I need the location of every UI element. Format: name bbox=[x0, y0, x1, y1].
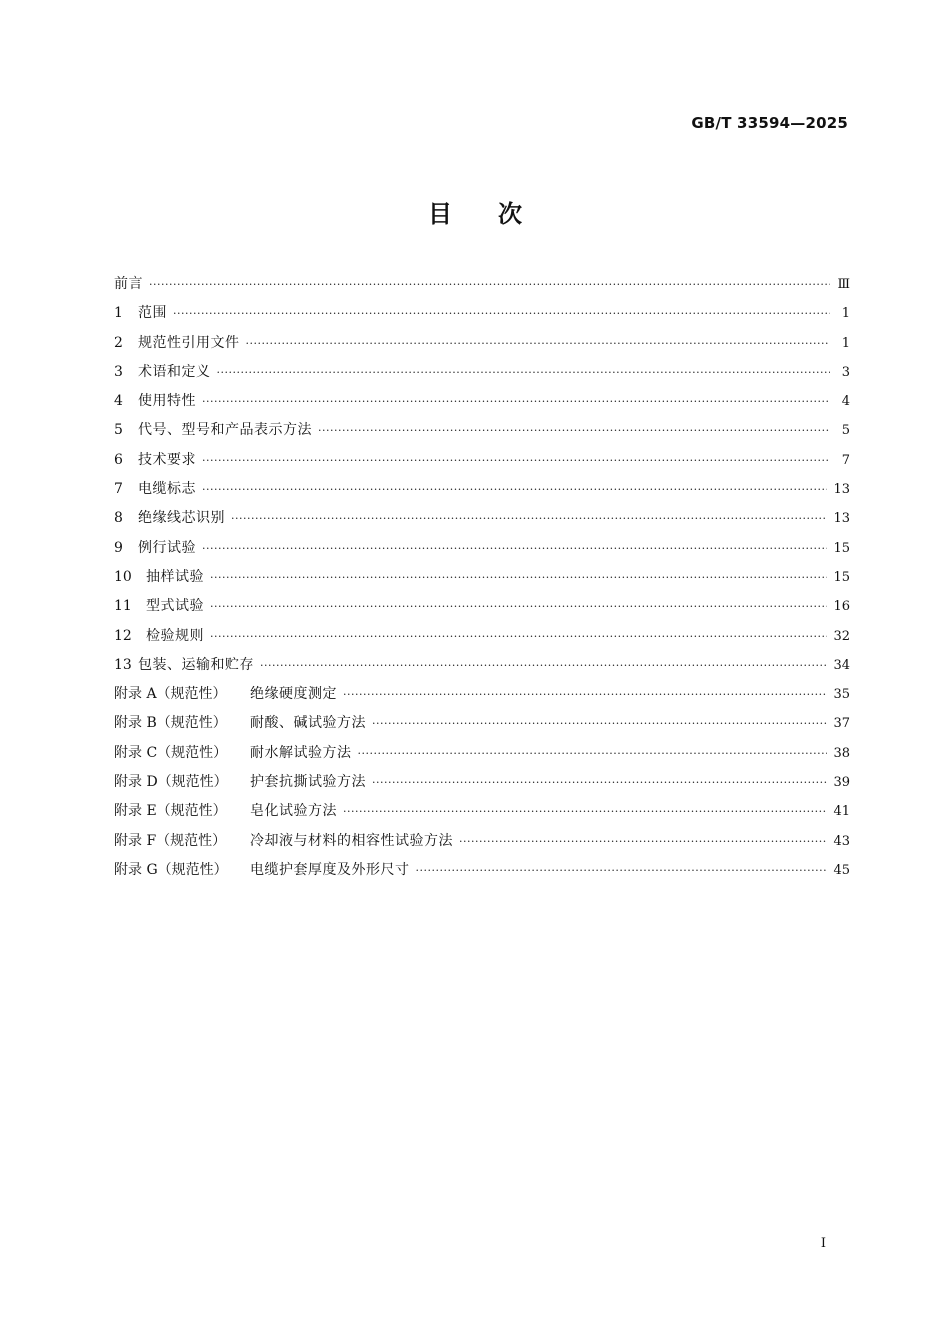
toc-entry-2[interactable] bbox=[114, 329, 850, 358]
toc-entry-title: 绝缘硬度测定 bbox=[250, 686, 337, 703]
toc-entry-number: 13 bbox=[114, 656, 132, 673]
dot-leader bbox=[343, 680, 827, 709]
toc-entry-preface[interactable] bbox=[114, 270, 850, 299]
dot-leader bbox=[210, 622, 827, 651]
toc-entry-7[interactable] bbox=[114, 475, 850, 504]
toc-entry-number: 10 bbox=[114, 568, 132, 585]
dot-leader bbox=[343, 797, 827, 826]
toc-entry-number: 5 bbox=[114, 422, 123, 439]
toc-entry-11[interactable] bbox=[114, 592, 850, 621]
toc-entry-10[interactable] bbox=[114, 563, 850, 592]
toc-entry-annex-f[interactable] bbox=[114, 827, 850, 856]
toc-entry-annex-a[interactable] bbox=[114, 680, 850, 709]
toc-entry-13[interactable] bbox=[114, 651, 850, 680]
toc-page-number: 7 bbox=[841, 452, 850, 468]
toc-entry-title: 型式试验 bbox=[146, 598, 204, 615]
toc-page-number: 41 bbox=[833, 804, 850, 820]
toc-entry-3[interactable] bbox=[114, 358, 850, 387]
toc-page-number: 45 bbox=[833, 862, 850, 878]
toc-page-number: 13 bbox=[833, 511, 850, 527]
dot-leader bbox=[202, 446, 830, 475]
toc-page-number: 1 bbox=[841, 335, 850, 351]
dot-leader bbox=[149, 270, 830, 299]
toc-page-number: 15 bbox=[833, 540, 850, 556]
toc-page-number: 15 bbox=[833, 569, 850, 585]
dot-leader bbox=[202, 387, 830, 416]
toc-entry-number: 9 bbox=[114, 539, 123, 556]
toc-entry-number: 3 bbox=[114, 363, 123, 380]
toc-page-number: 3 bbox=[841, 364, 850, 380]
toc-entry-title: 前言 bbox=[114, 276, 143, 292]
standard-number: GB/T 33594—2025 bbox=[691, 114, 848, 132]
toc-page-number: 39 bbox=[833, 775, 850, 791]
toc-entry-12[interactable] bbox=[114, 622, 850, 651]
toc-entry-number: 7 bbox=[114, 481, 123, 498]
dot-leader bbox=[202, 475, 827, 504]
toc-page-number: 13 bbox=[833, 482, 850, 498]
toc-entry-title: 代号、型号和产品表示方法 bbox=[138, 422, 312, 439]
toc-entry-title: 电缆标志 bbox=[138, 481, 196, 498]
toc-entry-title: 技术要求 bbox=[138, 451, 196, 468]
dot-leader bbox=[358, 739, 828, 768]
toc-entry-4[interactable] bbox=[114, 387, 850, 416]
dot-leader bbox=[416, 856, 828, 885]
toc-page-number: 1 bbox=[841, 306, 850, 322]
toc-annex-label: 附录 A（规范性） bbox=[114, 686, 227, 703]
toc-entry-title: 耐酸、碱试验方法 bbox=[250, 715, 366, 732]
toc-entry-title: 范围 bbox=[138, 305, 167, 322]
toc-entry-title: 规范性引用文件 bbox=[138, 334, 240, 351]
dot-leader bbox=[372, 709, 827, 738]
toc-entry-title: 使用特性 bbox=[138, 393, 196, 410]
toc-page-number: 32 bbox=[833, 628, 850, 644]
toc-entry-annex-c[interactable] bbox=[114, 739, 850, 768]
toc-entry-8[interactable] bbox=[114, 504, 850, 533]
toc-entry-9[interactable] bbox=[114, 534, 850, 563]
toc-page-number: 38 bbox=[833, 745, 850, 761]
toc-entry-number: 1 bbox=[114, 305, 123, 322]
toc-entry-title: 包装、运输和贮存 bbox=[138, 656, 254, 673]
toc-annex-label: 附录 B（规范性） bbox=[114, 715, 227, 732]
toc-entry-title: 电缆护套厚度及外形尺寸 bbox=[250, 861, 410, 878]
toc-annex-label: 附录 F（规范性） bbox=[114, 832, 227, 849]
dot-leader bbox=[217, 358, 831, 387]
toc-entry-annex-e[interactable] bbox=[114, 797, 850, 826]
toc-annex-label: 附录 E（规范性） bbox=[114, 803, 227, 820]
toc-entry-number: 4 bbox=[114, 393, 123, 410]
toc-entry-annex-d[interactable] bbox=[114, 768, 850, 797]
toc-page-number: Ⅲ bbox=[837, 277, 850, 292]
toc-annex-label: 附录 C（规范性） bbox=[114, 744, 228, 761]
toc-annex-label: 附录 D（规范性） bbox=[114, 774, 228, 791]
table-of-contents bbox=[114, 270, 850, 885]
toc-entry-title: 冷却液与材料的相容性试验方法 bbox=[250, 832, 453, 849]
toc-page-number: 43 bbox=[833, 833, 850, 849]
toc-page-number: 4 bbox=[841, 394, 850, 410]
toc-title: 目次 bbox=[428, 200, 568, 228]
dot-leader bbox=[210, 592, 827, 621]
toc-entry-number: 6 bbox=[114, 451, 123, 468]
toc-entry-title: 抽样试验 bbox=[146, 568, 204, 585]
dot-leader bbox=[202, 534, 827, 563]
toc-entry-1[interactable] bbox=[114, 299, 850, 328]
toc-entry-title: 检验规则 bbox=[146, 627, 204, 644]
dot-leader bbox=[318, 416, 830, 445]
toc-entry-number: 2 bbox=[114, 334, 123, 351]
toc-entry-number: 12 bbox=[114, 627, 132, 644]
toc-annex-label: 附录 G（规范性） bbox=[114, 861, 228, 878]
dot-leader bbox=[231, 504, 827, 533]
toc-page-number: 35 bbox=[833, 687, 850, 703]
toc-page-number: 16 bbox=[833, 599, 850, 615]
dot-leader bbox=[459, 827, 827, 856]
toc-page-number: 37 bbox=[833, 716, 850, 732]
dot-leader bbox=[246, 329, 831, 358]
toc-page-number: 34 bbox=[833, 657, 850, 673]
toc-entry-title: 护套抗撕试验方法 bbox=[250, 774, 366, 791]
dot-leader bbox=[173, 299, 830, 328]
dot-leader bbox=[210, 563, 827, 592]
toc-entry-number: 11 bbox=[114, 598, 132, 615]
toc-entry-5[interactable] bbox=[114, 416, 850, 445]
toc-entry-number: 8 bbox=[114, 510, 123, 527]
toc-entry-6[interactable] bbox=[114, 446, 850, 475]
page-number: I bbox=[820, 1236, 826, 1251]
toc-page-number: 5 bbox=[841, 423, 850, 439]
toc-entry-annex-g[interactable] bbox=[114, 856, 850, 885]
toc-entry-title: 绝缘线芯识别 bbox=[138, 510, 225, 527]
toc-entry-title: 耐水解试验方法 bbox=[250, 744, 352, 761]
toc-entry-title: 术语和定义 bbox=[138, 363, 211, 380]
toc-entry-annex-b[interactable] bbox=[114, 709, 850, 738]
dot-leader bbox=[372, 768, 827, 797]
dot-leader bbox=[260, 651, 827, 680]
toc-entry-title: 皂化试验方法 bbox=[250, 803, 337, 820]
toc-entry-title: 例行试验 bbox=[138, 539, 196, 556]
